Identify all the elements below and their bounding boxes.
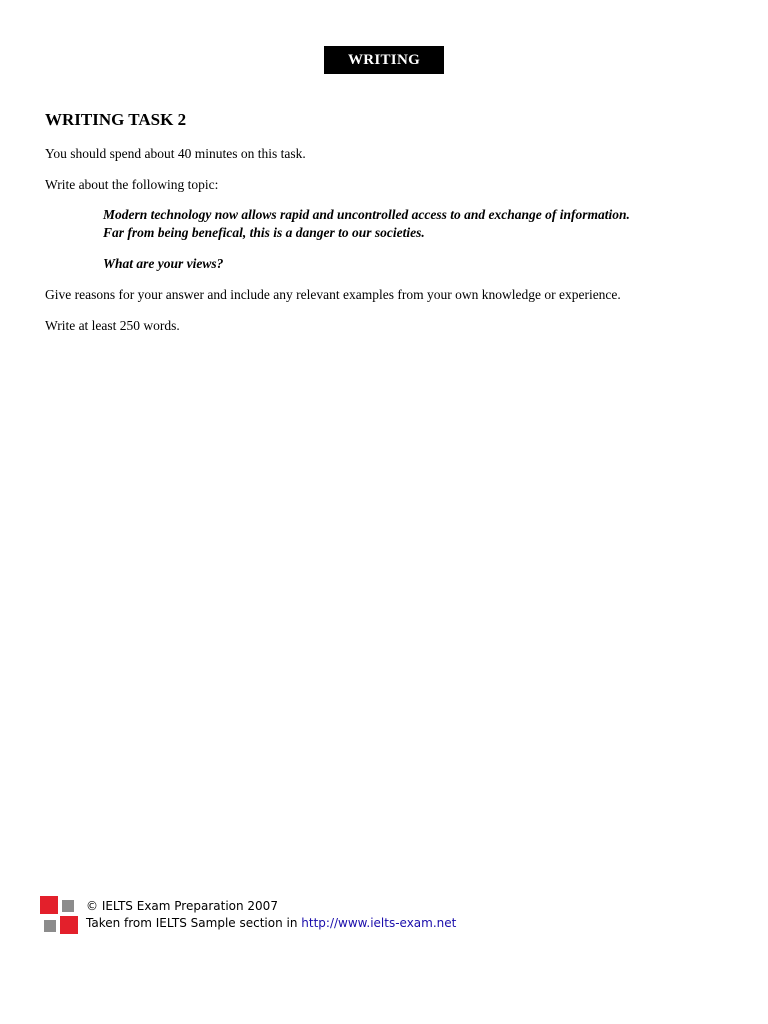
source-prefix: Taken from IELTS Sample section in [86,916,302,930]
time-instruction: You should spend about 40 minutes on this task. [45,146,306,161]
section-banner [324,46,444,74]
footer-text [86,898,456,932]
reasons-instruction: Give reasons for your answer and include any relevant examples from your own knowledge or experience. [45,287,621,302]
copyright-line: © IELTS Exam Preparation 2007 [86,899,278,913]
page-footer [40,896,540,936]
logo-square-top-left [40,896,58,914]
topic-statement-line-2: Far from being benefical, this is a danger to our societies. [103,225,425,240]
logo-square-bottom-left [44,920,56,932]
topic-question: What are your views? [103,256,224,271]
logo-square-top-right [62,900,74,912]
topic-intro: Write about the following topic: [45,177,219,192]
source-line [86,915,456,932]
source-link[interactable]: http://www.ielts-exam.net [301,916,457,930]
logo-square-bottom-right [60,916,78,934]
section-label: WRITING [347,51,421,68]
topic-statement-line-1: Modern technology now allows rapid and uncontrolled access to and exchange of information. [103,207,630,222]
task-heading: WRITING TASK 2 [45,110,187,129]
length-instruction: Write at least 250 words. [45,318,180,333]
ielts-logo-icon [40,896,80,936]
